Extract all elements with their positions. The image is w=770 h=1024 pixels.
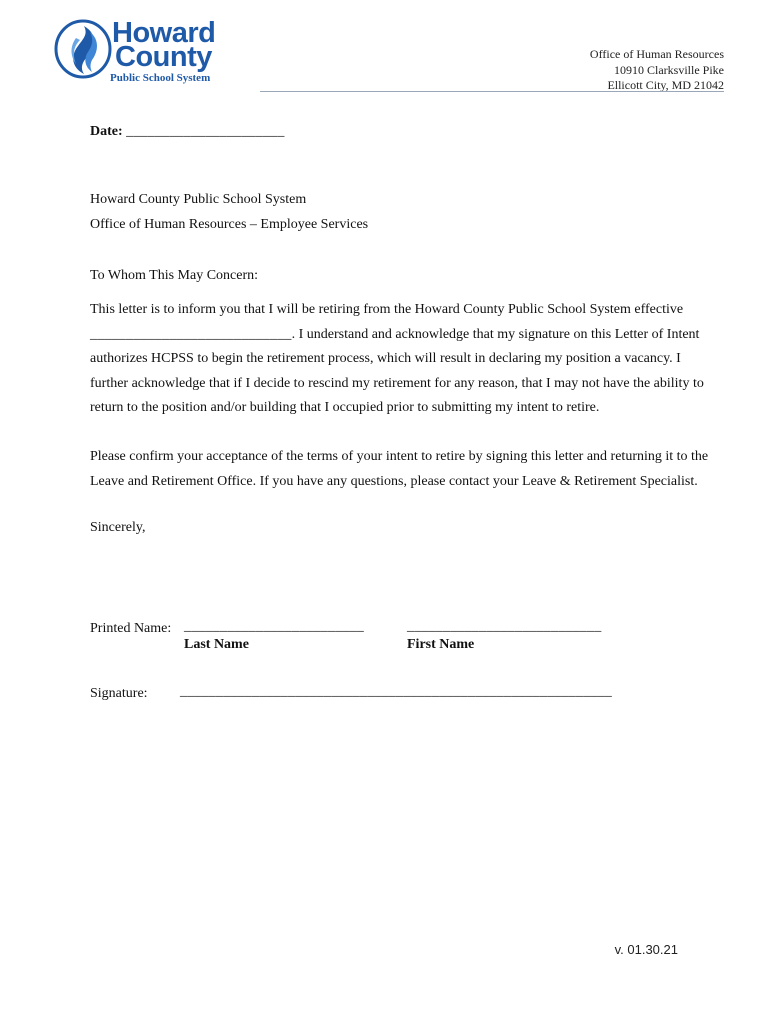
salutation: To Whom This May Concern:	[90, 268, 259, 283]
effective-date-blank[interactable]: ____________________________	[90, 326, 292, 342]
recipient-block	[90, 187, 368, 237]
paragraph-1-body: . I understand and acknowledge that my signature on this Letter of Intent authorizes HCPSS to begin the retirement process, which will result in declaring my position a vacancy. I further acknowledge that if I decide to rescind my retirement for any reason, that I may not have the ability to return to the position and/or building that I occupied prior to submitting my intent to retire.	[90, 326, 704, 415]
paragraph-1-intro: This letter is to inform you that I will be retiring from the Howard County Public School System effective	[90, 302, 684, 317]
printed-name-label: Printed Name:	[90, 621, 172, 636]
logo-subtitle: Public School System	[110, 72, 211, 84]
first-name-blank[interactable]: ___________________________	[407, 619, 602, 634]
first-name-label: First Name	[407, 637, 475, 652]
signature-blank[interactable]: ____________________________________________________________	[180, 684, 612, 699]
recipient-line-2: Office of Human Resources – Employee Services	[90, 217, 369, 232]
recipient-line-1: Howard County Public School System	[90, 192, 307, 207]
date-field	[90, 124, 285, 140]
hcpss-flame-logo-icon	[54, 18, 114, 80]
closing: Sincerely,	[90, 520, 146, 535]
last-name-label: Last Name	[184, 637, 249, 652]
date-label: Date:	[90, 124, 123, 139]
signature-label: Signature:	[90, 686, 148, 701]
logo-wordmark-line1: Howard	[112, 17, 216, 49]
hcpss-logo	[54, 18, 254, 84]
letter-paragraph-2: Please confirm your acceptance of the terms of your intent to retire by signing this letter and returning it to the Leave and Retirement Office. If you have any questions, please contact your Leave & Retirement Specialist.	[90, 449, 709, 489]
document-version: v. 01.30.21	[614, 942, 678, 957]
header-divider	[260, 91, 724, 92]
address-line-3: Ellicott City, MD 21042	[607, 78, 724, 92]
logo-wordmark-line2: County	[115, 41, 212, 73]
letter-paragraph-1	[90, 298, 720, 421]
date-blank[interactable]: ______________________	[126, 124, 285, 139]
address-line-2: 10910 Clarksville Pike	[614, 62, 724, 77]
last-name-blank[interactable]: _________________________	[184, 619, 364, 634]
address-line-1: Office of Human Resources	[589, 47, 724, 61]
office-address	[590, 47, 724, 94]
